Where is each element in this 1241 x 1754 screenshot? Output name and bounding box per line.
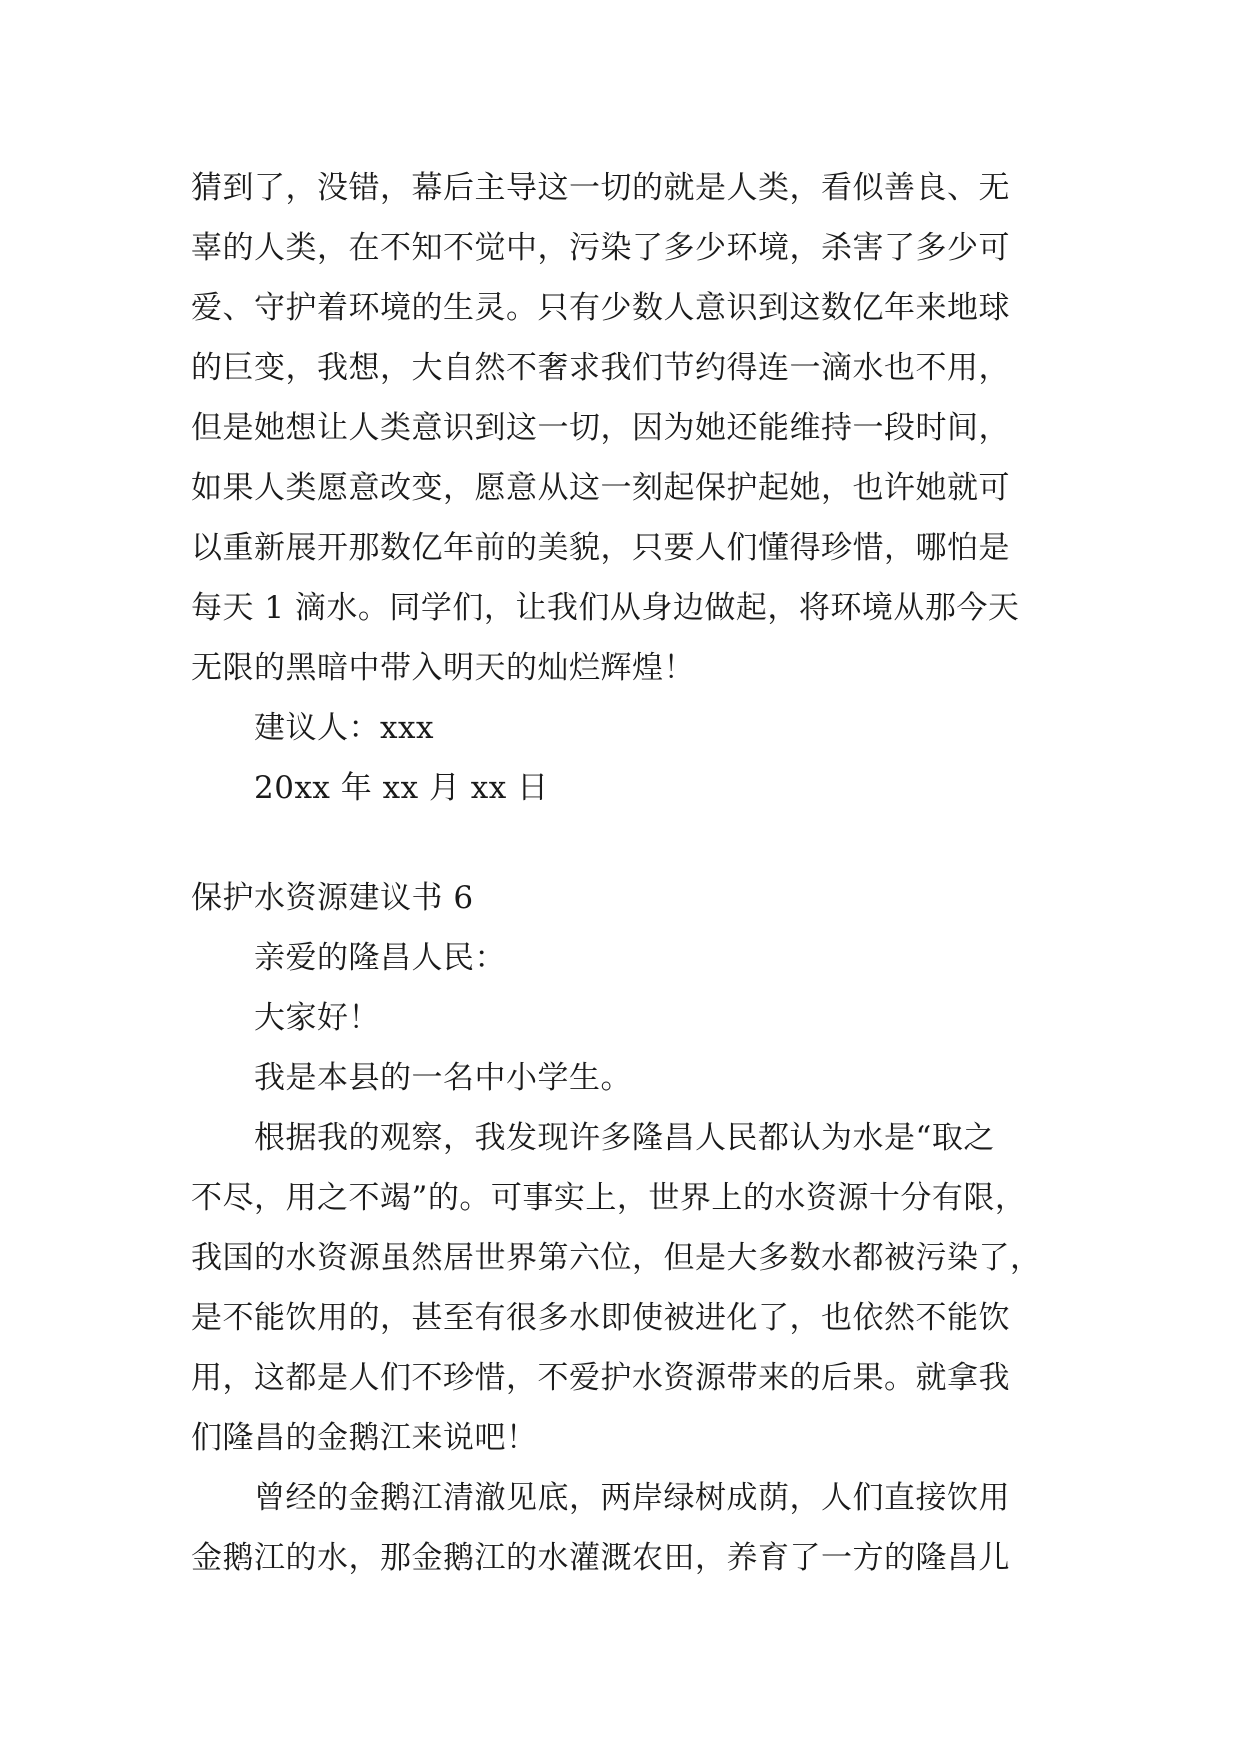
text-line: 我国的水资源虽然居世界第六位，但是大多数水都被污染了， [191,1240,1042,1276]
text-line: 以重新展开那数亿年前的美貌，只要人们懂得珍惜，哪怕是 [191,530,1010,566]
letter-intro: 我是本县的一名中小学生。 [254,1060,632,1096]
text-line: 金鹅江的水，那金鹅江的水灌溉农田，养育了一方的隆昌儿 [191,1540,1010,1576]
section-gap [191,818,1061,868]
text-line: 们隆昌的金鹅江来说吧！ [191,1420,538,1456]
text-line: 无限的黑暗中带入明天的灿烂辉煌！ [191,650,695,686]
text-line: 不尽，用之不竭”的。可事实上，世界上的水资源十分有限， [191,1180,1027,1216]
text-line: 每天 1 滴水。同学们，让我们从身边做起，将环境从那今天 [191,590,1020,626]
paragraph-2 [191,1108,1061,1468]
document-body [191,158,1061,1588]
paragraph-1 [191,158,1061,698]
text-line: 爱、守护着环境的生灵。只有少数人意识到这数亿年来地球 [191,290,1010,326]
section-title: 保护水资源建议书 6 [191,880,474,916]
text-line: 用，这都是人们不珍惜，不爱护水资源带来的后果。就拿我 [191,1360,1010,1396]
text-line: 辜的人类，在不知不觉中，污染了多少环境，杀害了多少可 [191,230,1010,266]
text-line: 猜到了，没错，幕后主导这一切的就是人类，看似善良、无 [191,170,1010,206]
text-line: 的巨变，我想，大自然不奢求我们节约得连一滴水也不用， [191,350,1010,386]
paragraph-3 [191,1468,1061,1588]
text-line: 如果人类愿意改变，愿意从这一刻起保护起她，也许她就可 [191,470,1010,506]
text-line: 曾经的金鹅江清澈见底，两岸绿树成荫，人们直接饮用 [254,1480,1010,1516]
text-line: 但是她想让人类意识到这一切，因为她还能维持一段时间， [191,410,1010,446]
letter-hello: 大家好！ [254,1000,380,1036]
letter-date: 20xx 年 xx 月 xx 日 [254,770,549,806]
text-line: 根据我的观察，我发现许多隆昌人民都认为水是“取之 [254,1120,995,1156]
letter-greeting: 亲爱的隆昌人民： [254,940,506,976]
proposer-signature: 建议人：xxx [254,710,434,746]
text-line: 是不能饮用的，甚至有很多水即使被进化了，也依然不能饮 [191,1300,1010,1336]
